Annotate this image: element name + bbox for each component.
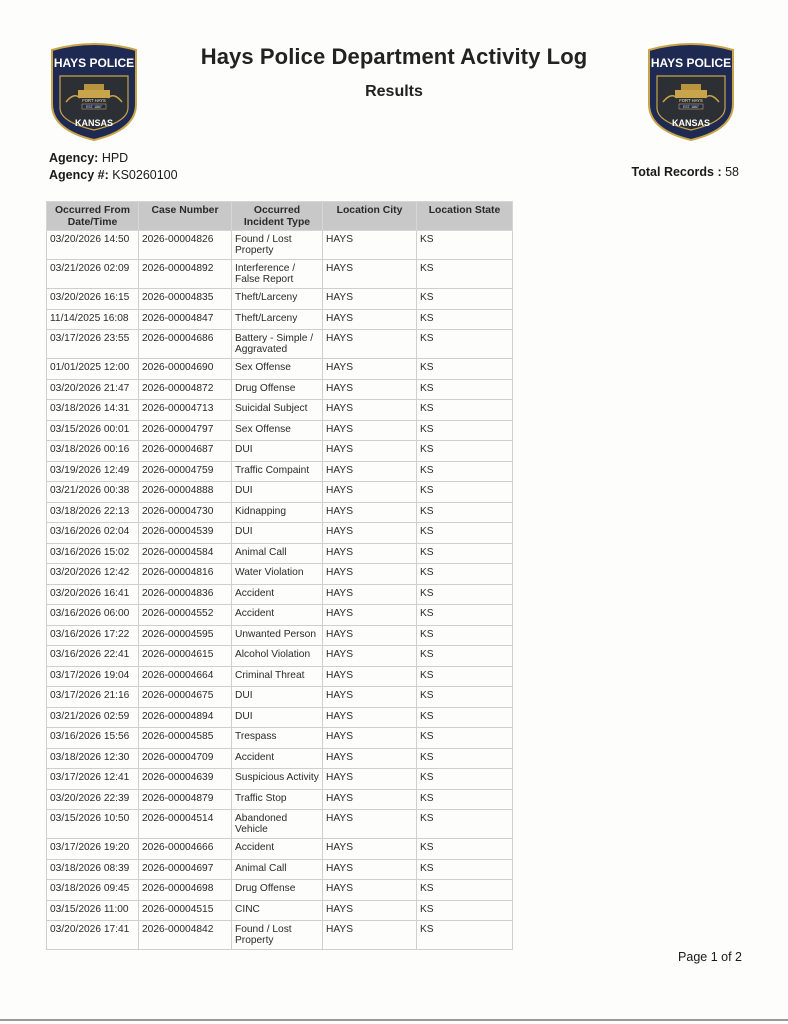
table-row <box>47 543 513 564</box>
table-row <box>47 441 513 462</box>
agency-info <box>49 150 178 184</box>
cell-case-number: 2026-00004675 <box>139 687 232 708</box>
table-row <box>47 564 513 585</box>
cell-incident-type: DUI <box>232 687 323 708</box>
cell-incident-type: Water Violation <box>232 564 323 585</box>
cell-city: HAYS <box>323 379 417 400</box>
cell-case-number: 2026-00004836 <box>139 584 232 605</box>
cell-city: HAYS <box>323 441 417 462</box>
cell-date: 03/21/2026 02:09 <box>47 260 139 289</box>
cell-state: KS <box>417 400 513 421</box>
cell-incident-type: Kidnapping <box>232 502 323 523</box>
cell-case-number: 2026-00004872 <box>139 379 232 400</box>
cell-date: 03/17/2026 19:20 <box>47 839 139 860</box>
cell-incident-type: Theft/Larceny <box>232 289 323 310</box>
cell-incident-type: Alcohol Violation <box>232 646 323 667</box>
cell-city: HAYS <box>323 605 417 626</box>
table-row <box>47 260 513 289</box>
cell-incident-type: Drug Offense <box>232 379 323 400</box>
cell-case-number: 2026-00004892 <box>139 260 232 289</box>
cell-date: 03/16/2026 15:56 <box>47 728 139 749</box>
cell-date: 03/20/2026 14:50 <box>47 231 139 260</box>
cell-city: HAYS <box>323 260 417 289</box>
cell-date: 03/21/2026 00:38 <box>47 482 139 503</box>
cell-date: 03/20/2026 16:41 <box>47 584 139 605</box>
table-row <box>47 379 513 400</box>
cell-case-number: 2026-00004826 <box>139 231 232 260</box>
cell-city: HAYS <box>323 584 417 605</box>
cell-date: 03/20/2026 17:41 <box>47 921 139 950</box>
cell-date: 03/16/2026 02:04 <box>47 523 139 544</box>
cell-case-number: 2026-00004888 <box>139 482 232 503</box>
table-row <box>47 687 513 708</box>
badge-est-text: EST. 1867 <box>683 105 699 109</box>
cell-state: KS <box>417 482 513 503</box>
cell-date: 03/17/2026 19:04 <box>47 666 139 687</box>
cell-incident-type: Traffic Stop <box>232 789 323 810</box>
cell-state: KS <box>417 921 513 950</box>
table-row <box>47 748 513 769</box>
cell-case-number: 2026-00004730 <box>139 502 232 523</box>
cell-city: HAYS <box>323 839 417 860</box>
cell-case-number: 2026-00004709 <box>139 748 232 769</box>
agency-number-label: Agency #: <box>49 168 109 182</box>
header-location-city: Location City <box>323 202 417 231</box>
cell-date: 03/18/2026 00:16 <box>47 441 139 462</box>
cell-incident-type: Abandoned Vehicle <box>232 810 323 839</box>
cell-date: 03/20/2026 21:47 <box>47 379 139 400</box>
cell-date: 01/01/2025 12:00 <box>47 359 139 380</box>
cell-date: 03/18/2026 22:13 <box>47 502 139 523</box>
cell-date: 03/18/2026 12:30 <box>47 748 139 769</box>
cell-date: 03/20/2026 22:39 <box>47 789 139 810</box>
cell-state: KS <box>417 379 513 400</box>
cell-incident-type: Found / Lost Property <box>232 921 323 950</box>
cell-incident-type: Unwanted Person <box>232 625 323 646</box>
page-number: Page 1 of 2 <box>678 950 742 964</box>
cell-date: 03/17/2026 23:55 <box>47 330 139 359</box>
cell-state: KS <box>417 309 513 330</box>
cell-incident-type: Trespass <box>232 728 323 749</box>
cell-case-number: 2026-00004713 <box>139 400 232 421</box>
table-row <box>47 839 513 860</box>
table-row <box>47 289 513 310</box>
cell-state: KS <box>417 359 513 380</box>
agency-value: HPD <box>101 151 129 165</box>
cell-case-number: 2026-00004514 <box>139 810 232 839</box>
agency-label: Agency: <box>49 151 99 165</box>
cell-city: HAYS <box>323 789 417 810</box>
cell-state: KS <box>417 880 513 901</box>
cell-state: KS <box>417 900 513 921</box>
cell-incident-type: Drug Offense <box>232 880 323 901</box>
table-row <box>47 789 513 810</box>
cell-incident-type: DUI <box>232 707 323 728</box>
scan-edge-line <box>0 1019 788 1021</box>
table-row <box>47 523 513 544</box>
cell-case-number: 2026-00004664 <box>139 666 232 687</box>
cell-state: KS <box>417 666 513 687</box>
cell-incident-type: Accident <box>232 605 323 626</box>
cell-city: HAYS <box>323 921 417 950</box>
cell-state: KS <box>417 441 513 462</box>
header-incident-type: Occurred Incident Type <box>232 202 323 231</box>
cell-case-number: 2026-00004666 <box>139 839 232 860</box>
cell-city: HAYS <box>323 359 417 380</box>
cell-date: 03/15/2026 10:50 <box>47 810 139 839</box>
cell-incident-type: Animal Call <box>232 859 323 880</box>
table-row <box>47 646 513 667</box>
cell-city: HAYS <box>323 420 417 441</box>
cell-state: KS <box>417 728 513 749</box>
cell-date: 03/16/2026 17:22 <box>47 625 139 646</box>
cell-city: HAYS <box>323 523 417 544</box>
table-row <box>47 482 513 503</box>
cell-case-number: 2026-00004894 <box>139 707 232 728</box>
cell-city: HAYS <box>323 687 417 708</box>
cell-case-number: 2026-00004842 <box>139 921 232 950</box>
badge-mid-text: FORT HAYS <box>679 98 703 103</box>
cell-case-number: 2026-00004797 <box>139 420 232 441</box>
cell-city: HAYS <box>323 502 417 523</box>
page-title: Hays Police Department Activity Log <box>200 44 588 69</box>
cell-incident-type: Interference / False Report <box>232 260 323 289</box>
cell-incident-type: Accident <box>232 748 323 769</box>
cell-incident-type: DUI <box>232 441 323 462</box>
cell-city: HAYS <box>323 309 417 330</box>
table-row <box>47 502 513 523</box>
cell-case-number: 2026-00004690 <box>139 359 232 380</box>
table-row <box>47 359 513 380</box>
cell-state: KS <box>417 769 513 790</box>
cell-city: HAYS <box>323 748 417 769</box>
cell-incident-type: Battery - Simple / Aggravated <box>232 330 323 359</box>
cell-incident-type: DUI <box>232 482 323 503</box>
cell-city: HAYS <box>323 646 417 667</box>
cell-incident-type: CINC <box>232 900 323 921</box>
table-row <box>47 810 513 839</box>
cell-incident-type: Animal Call <box>232 543 323 564</box>
cell-case-number: 2026-00004615 <box>139 646 232 667</box>
cell-date: 03/18/2026 09:45 <box>47 880 139 901</box>
table-row <box>47 309 513 330</box>
cell-state: KS <box>417 605 513 626</box>
cell-case-number: 2026-00004835 <box>139 289 232 310</box>
cell-case-number: 2026-00004584 <box>139 543 232 564</box>
badge-est-text: EST. 1867 <box>86 105 102 109</box>
cell-city: HAYS <box>323 666 417 687</box>
cell-case-number: 2026-00004686 <box>139 330 232 359</box>
cell-case-number: 2026-00004687 <box>139 441 232 462</box>
cell-city: HAYS <box>323 728 417 749</box>
cell-city: HAYS <box>323 564 417 585</box>
cell-state: KS <box>417 707 513 728</box>
cell-date: 03/19/2026 12:49 <box>47 461 139 482</box>
cell-state: KS <box>417 810 513 839</box>
cell-case-number: 2026-00004879 <box>139 789 232 810</box>
cell-city: HAYS <box>323 900 417 921</box>
cell-city: HAYS <box>323 461 417 482</box>
cell-state: KS <box>417 859 513 880</box>
cell-state: KS <box>417 260 513 289</box>
cell-city: HAYS <box>323 859 417 880</box>
badge-mid-text: FORT HAYS <box>82 98 106 103</box>
cell-city: HAYS <box>323 400 417 421</box>
badge-top-text: HAYS POLICE <box>650 56 732 70</box>
cell-state: KS <box>417 289 513 310</box>
cell-state: KS <box>417 687 513 708</box>
cell-date: 11/14/2025 16:08 <box>47 309 139 330</box>
cell-case-number: 2026-00004515 <box>139 900 232 921</box>
badge-top-text: HAYS POLICE <box>53 56 135 70</box>
cell-date: 03/17/2026 12:41 <box>47 769 139 790</box>
table-row <box>47 461 513 482</box>
cell-incident-type: Sex Offense <box>232 420 323 441</box>
agency-number-value: KS0260100 <box>112 168 178 182</box>
cell-incident-type: Criminal Threat <box>232 666 323 687</box>
badge-bottom-text: KANSAS <box>74 118 114 128</box>
cell-city: HAYS <box>323 769 417 790</box>
cell-city: HAYS <box>323 880 417 901</box>
cell-case-number: 2026-00004816 <box>139 564 232 585</box>
cell-incident-type: Sex Offense <box>232 359 323 380</box>
cell-date: 03/20/2026 12:42 <box>47 564 139 585</box>
total-records-value: 58 <box>725 165 739 179</box>
cell-state: KS <box>417 330 513 359</box>
cell-city: HAYS <box>323 482 417 503</box>
cell-city: HAYS <box>323 330 417 359</box>
table-row <box>47 584 513 605</box>
cell-state: KS <box>417 502 513 523</box>
cell-state: KS <box>417 748 513 769</box>
cell-state: KS <box>417 839 513 860</box>
cell-incident-type: Suicidal Subject <box>232 400 323 421</box>
cell-incident-type: Traffic Compaint <box>232 461 323 482</box>
table-row <box>47 900 513 921</box>
cell-state: KS <box>417 523 513 544</box>
cell-city: HAYS <box>323 289 417 310</box>
total-records-label: Total Records : <box>631 165 722 179</box>
cell-state: KS <box>417 625 513 646</box>
cell-state: KS <box>417 789 513 810</box>
cell-incident-type: Accident <box>232 839 323 860</box>
cell-date: 03/20/2026 16:15 <box>47 289 139 310</box>
table-row <box>47 605 513 626</box>
cell-case-number: 2026-00004585 <box>139 728 232 749</box>
cell-date: 03/16/2026 15:02 <box>47 543 139 564</box>
table-row <box>47 400 513 421</box>
cell-case-number: 2026-00004759 <box>139 461 232 482</box>
agency-line <box>49 150 178 167</box>
cell-case-number: 2026-00004552 <box>139 605 232 626</box>
cell-city: HAYS <box>323 543 417 564</box>
table-row <box>47 728 513 749</box>
cell-city: HAYS <box>323 810 417 839</box>
cell-incident-type: Theft/Larceny <box>232 309 323 330</box>
cell-date: 03/16/2026 06:00 <box>47 605 139 626</box>
table-row <box>47 330 513 359</box>
table-row <box>47 231 513 260</box>
cell-date: 03/21/2026 02:59 <box>47 707 139 728</box>
cell-date: 03/15/2026 11:00 <box>47 900 139 921</box>
table-row <box>47 769 513 790</box>
cell-state: KS <box>417 420 513 441</box>
cell-incident-type: Suspicious Activity <box>232 769 323 790</box>
cell-incident-type: Found / Lost Property <box>232 231 323 260</box>
cell-case-number: 2026-00004639 <box>139 769 232 790</box>
agency-number-line <box>49 167 178 184</box>
page-subtitle: Results <box>365 83 423 100</box>
table-row <box>47 420 513 441</box>
cell-date: 03/18/2026 14:31 <box>47 400 139 421</box>
cell-date: 03/17/2026 21:16 <box>47 687 139 708</box>
table-row <box>47 666 513 687</box>
cell-case-number: 2026-00004698 <box>139 880 232 901</box>
cell-date: 03/15/2026 00:01 <box>47 420 139 441</box>
cell-state: KS <box>417 461 513 482</box>
cell-date: 03/18/2026 08:39 <box>47 859 139 880</box>
cell-date: 03/16/2026 22:41 <box>47 646 139 667</box>
cell-state: KS <box>417 564 513 585</box>
activity-log-table <box>46 201 513 950</box>
cell-case-number: 2026-00004847 <box>139 309 232 330</box>
cell-incident-type: Accident <box>232 584 323 605</box>
cell-state: KS <box>417 543 513 564</box>
table-row <box>47 859 513 880</box>
header-location-state: Location State <box>417 202 513 231</box>
table-body <box>47 231 513 950</box>
cell-state: KS <box>417 584 513 605</box>
total-records <box>632 165 739 179</box>
cell-city: HAYS <box>323 625 417 646</box>
cell-city: HAYS <box>323 707 417 728</box>
table-row <box>47 707 513 728</box>
table-row <box>47 880 513 901</box>
cell-state: KS <box>417 646 513 667</box>
header-occurred-date: Occurred From Date/Time <box>47 202 139 231</box>
table-header-row <box>47 202 513 231</box>
badge-bottom-text: KANSAS <box>671 118 711 128</box>
table-row <box>47 625 513 646</box>
cell-case-number: 2026-00004697 <box>139 859 232 880</box>
cell-city: HAYS <box>323 231 417 260</box>
cell-case-number: 2026-00004539 <box>139 523 232 544</box>
table-row <box>47 921 513 950</box>
cell-incident-type: DUI <box>232 523 323 544</box>
cell-state: KS <box>417 231 513 260</box>
cell-case-number: 2026-00004595 <box>139 625 232 646</box>
header-case-number: Case Number <box>139 202 232 231</box>
